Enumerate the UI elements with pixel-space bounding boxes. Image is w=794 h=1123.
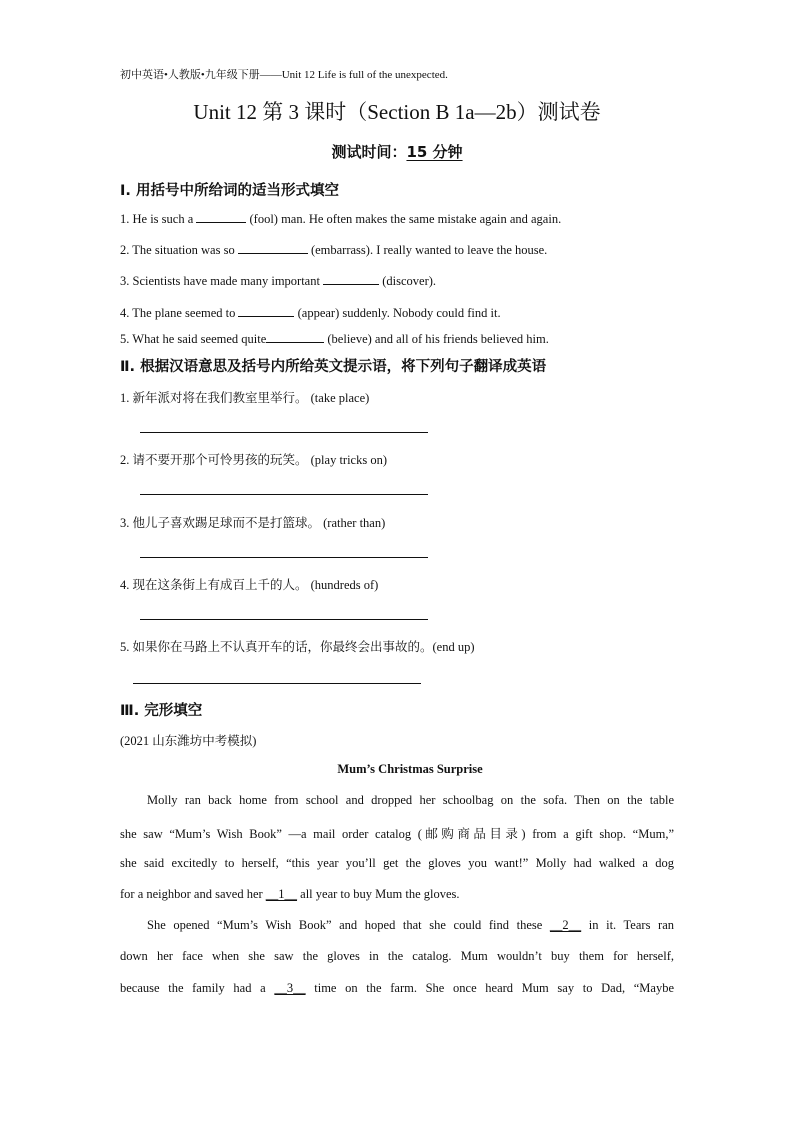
- question-number: 1.: [120, 391, 133, 405]
- question-text: 5. What he said seemed quite: [120, 332, 267, 346]
- cloze-blank-2[interactable]: __2__: [549, 918, 582, 932]
- test-time-label: 测试时间：: [331, 143, 407, 161]
- chinese-sentence: 现在这条街上有成百上千的人。: [132, 577, 308, 592]
- passage-line: she saw “Mum’s Wish Book” —a mail order catalog (邮购商品目录) from a gift shop. “Mum,”: [120, 827, 674, 841]
- fill-question-2: [120, 241, 547, 258]
- cloze-blank-3[interactable]: __3__: [274, 981, 306, 995]
- question-hint: (appear) suddenly. Nobody could find it.: [294, 306, 501, 320]
- question-hint: (play tricks on): [307, 453, 388, 467]
- section-1-heading: Ⅰ. 用括号中所给词的适当形式填空: [120, 183, 339, 199]
- chinese-sentence: 新年派对将在我们教室里举行。: [132, 390, 308, 405]
- answer-line[interactable]: [140, 432, 428, 433]
- answer-blank[interactable]: [238, 304, 294, 317]
- passage-text: time on the farm. She once heard Mum say to Dad, “Maybe: [305, 981, 675, 995]
- question-hint: (believe) and all of his friends believed him.: [324, 332, 549, 346]
- passage-line: she said excitedly to herself, “this year you’ll get the gloves you want!” Molly had walked a dog: [120, 856, 674, 870]
- question-hint: (take place): [307, 391, 370, 405]
- answer-line[interactable]: [140, 619, 428, 620]
- chinese-sentence: 他儿子喜欢踢足球而不是打篮球。: [132, 515, 321, 530]
- chinese-sentence: 如果你在马路上不认真开车的话，你最终会出事故的。: [132, 639, 433, 654]
- answer-blank[interactable]: [196, 210, 246, 223]
- question-number: 4.: [120, 578, 133, 592]
- translate-question-4: [120, 575, 378, 593]
- passage-text: in it. Tears ran: [581, 918, 674, 932]
- passage-line: [120, 887, 674, 902]
- translate-question-3: [120, 513, 385, 531]
- fill-question-1: [120, 210, 561, 227]
- question-number: 2.: [120, 453, 133, 467]
- passage-title: Mum’s Christmas Surprise: [337, 762, 483, 776]
- answer-line[interactable]: [140, 557, 428, 558]
- question-number: 3.: [120, 516, 133, 530]
- question-hint: (embarrass). I really wanted to leave the house.: [307, 243, 548, 257]
- translate-question-2: [120, 450, 387, 468]
- fill-question-5: [120, 330, 549, 347]
- page-title: Unit 12 第 3 课时（Section B 1a—2b）测试卷: [193, 100, 601, 124]
- answer-line[interactable]: [133, 683, 421, 684]
- passage-line: [147, 918, 674, 933]
- section-2-heading: Ⅱ. 根据汉语意思及括号内所给英文提示语，将下列句子翻译成英语: [120, 359, 547, 375]
- question-hint: (rather than): [320, 516, 386, 530]
- question-text: 2. The situation was so: [120, 243, 238, 257]
- question-text: 1. He is such a: [120, 212, 197, 226]
- fill-question-4: [120, 304, 501, 321]
- passage-line: [120, 981, 674, 996]
- cloze-blank-1[interactable]: __1__: [265, 887, 298, 901]
- fill-question-3: [120, 272, 436, 289]
- passage-text: for a neighbor and saved her: [120, 887, 266, 901]
- passage-text: all year to buy Mum the gloves.: [297, 887, 460, 901]
- question-hint: (hundreds of): [307, 578, 379, 592]
- answer-blank[interactable]: [266, 330, 324, 343]
- passage-text: because the family had a: [120, 981, 275, 995]
- section-3-heading: Ⅲ. 完形填空: [120, 703, 203, 719]
- answer-line[interactable]: [140, 494, 428, 495]
- question-text: 3. Scientists have made many important: [120, 274, 324, 288]
- question-hint: (discover).: [379, 274, 437, 288]
- source-note: (2021 山东潍坊中考模拟): [120, 734, 257, 748]
- answer-blank[interactable]: [238, 241, 308, 254]
- question-hint: (end up): [432, 640, 475, 654]
- question-text: 4. The plane seemed to: [120, 306, 239, 320]
- question-hint: (fool) man. He often makes the same mistake again and again.: [246, 212, 562, 226]
- test-time-value: 15 分钟: [406, 143, 463, 161]
- test-time: [0, 141, 794, 162]
- translate-question-1: [120, 388, 369, 406]
- question-number: 5.: [120, 640, 133, 654]
- page-header: 初中英语•人教版•九年级下册——Unit 12 Life is full of the unexpected.: [120, 69, 448, 81]
- passage-line: Molly ran back home from school and dropped her schoolbag on the sofa. Then on the table: [147, 793, 674, 807]
- passage-line: down her face when she saw the gloves in the catalog. Mum wouldn’t buy them for herself,: [120, 949, 674, 963]
- answer-blank[interactable]: [323, 272, 379, 285]
- translate-question-5: [120, 637, 475, 655]
- chinese-sentence: 请不要开那个可怜男孩的玩笑。: [132, 452, 308, 467]
- passage-text: She opened “Mum’s Wish Book” and hoped that she could find these: [147, 918, 550, 932]
